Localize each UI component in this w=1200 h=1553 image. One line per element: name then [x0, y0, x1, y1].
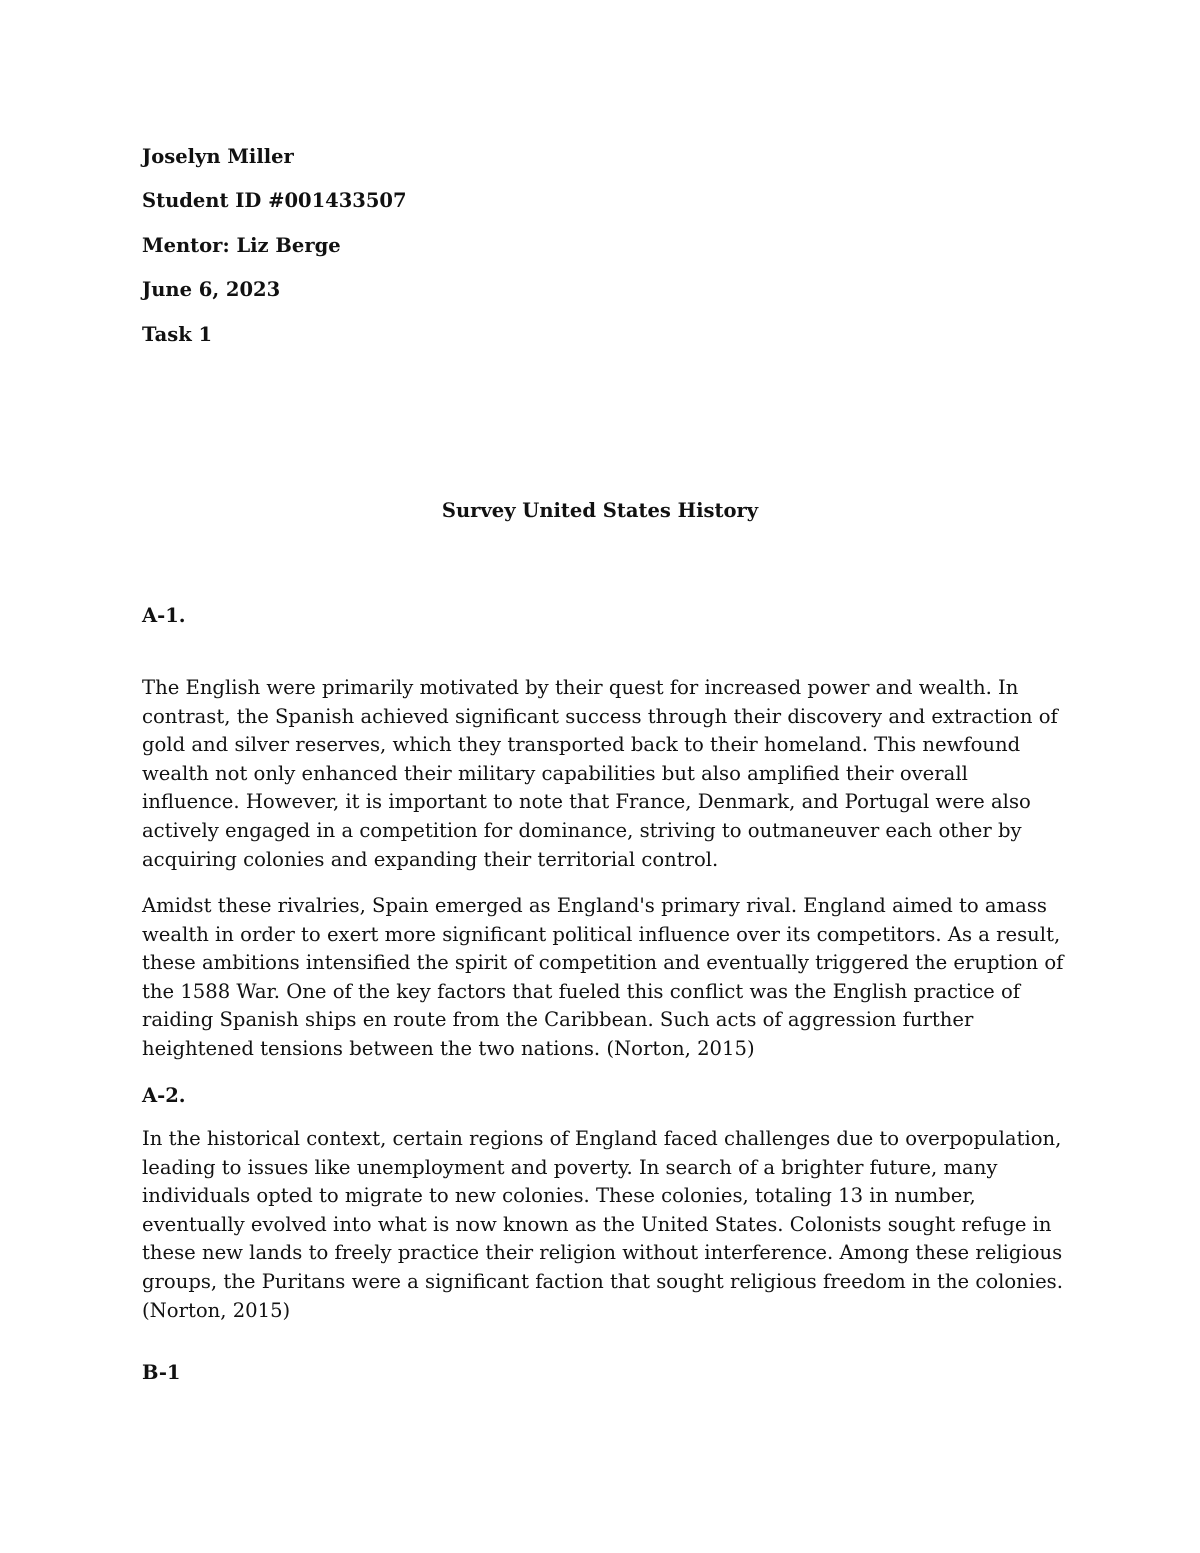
mentor-name: Mentor: Liz Berge: [142, 234, 341, 257]
document-title: Survey United States History: [441, 499, 759, 522]
section-heading-b1: B-1: [142, 1361, 181, 1384]
student-id: Student ID #001433507: [142, 189, 407, 212]
paragraph-a1-2: Amidst these rivalries, Spain emerged as England's primary rival. England aimed to amass wealth in order to exert more significant political influence over its competitors. As a result, these ambitions intensified the spirit of competition and eventually triggered the eruption of the 1588 War. One of the key factors that fueled this conflict was the English practice of raiding Spanish ships en route from the Caribbean. Such acts of aggression further heightened tensions between the two nations. (Norton, 2015): [142, 894, 1064, 1060]
section-heading-a2: A-2.: [142, 1084, 186, 1107]
section-heading-a1: A-1.: [142, 604, 186, 627]
document-date: June 6, 2023: [142, 278, 281, 301]
paragraph-a1-1: The English were primarily motivated by their quest for increased power and wealth. In contrast, the Spanish achieved significant success through their discovery and extraction of gold and silver reserves, which they transported back to their homeland. This newfound wealth not only enhanced their military capabilities but also amplified their overall influence. However, it is important to note that France, Denmark, and Portugal were also actively engaged in a competition for dominance, striving to outmaneuver each other by acquiring colonies and expanding their territorial control.: [142, 676, 1058, 871]
author-name: Joselyn Miller: [142, 145, 294, 168]
paragraph-a2-1: In the historical context, certain regions of England faced challenges due to overpopulation, leading to issues like unemployment and poverty. In search of a brighter future, many individuals opted to migrate to new colonies. These colonies, totaling 13 in number, eventually evolved into what is now known as the United States. Colonists sought refuge in these new lands to freely practice their religion without interference. Among these religious groups, the Puritans were a significant faction that sought religious freedom in the colonies. (Norton, 2015): [142, 1127, 1063, 1322]
task-label: Task 1: [142, 323, 213, 346]
